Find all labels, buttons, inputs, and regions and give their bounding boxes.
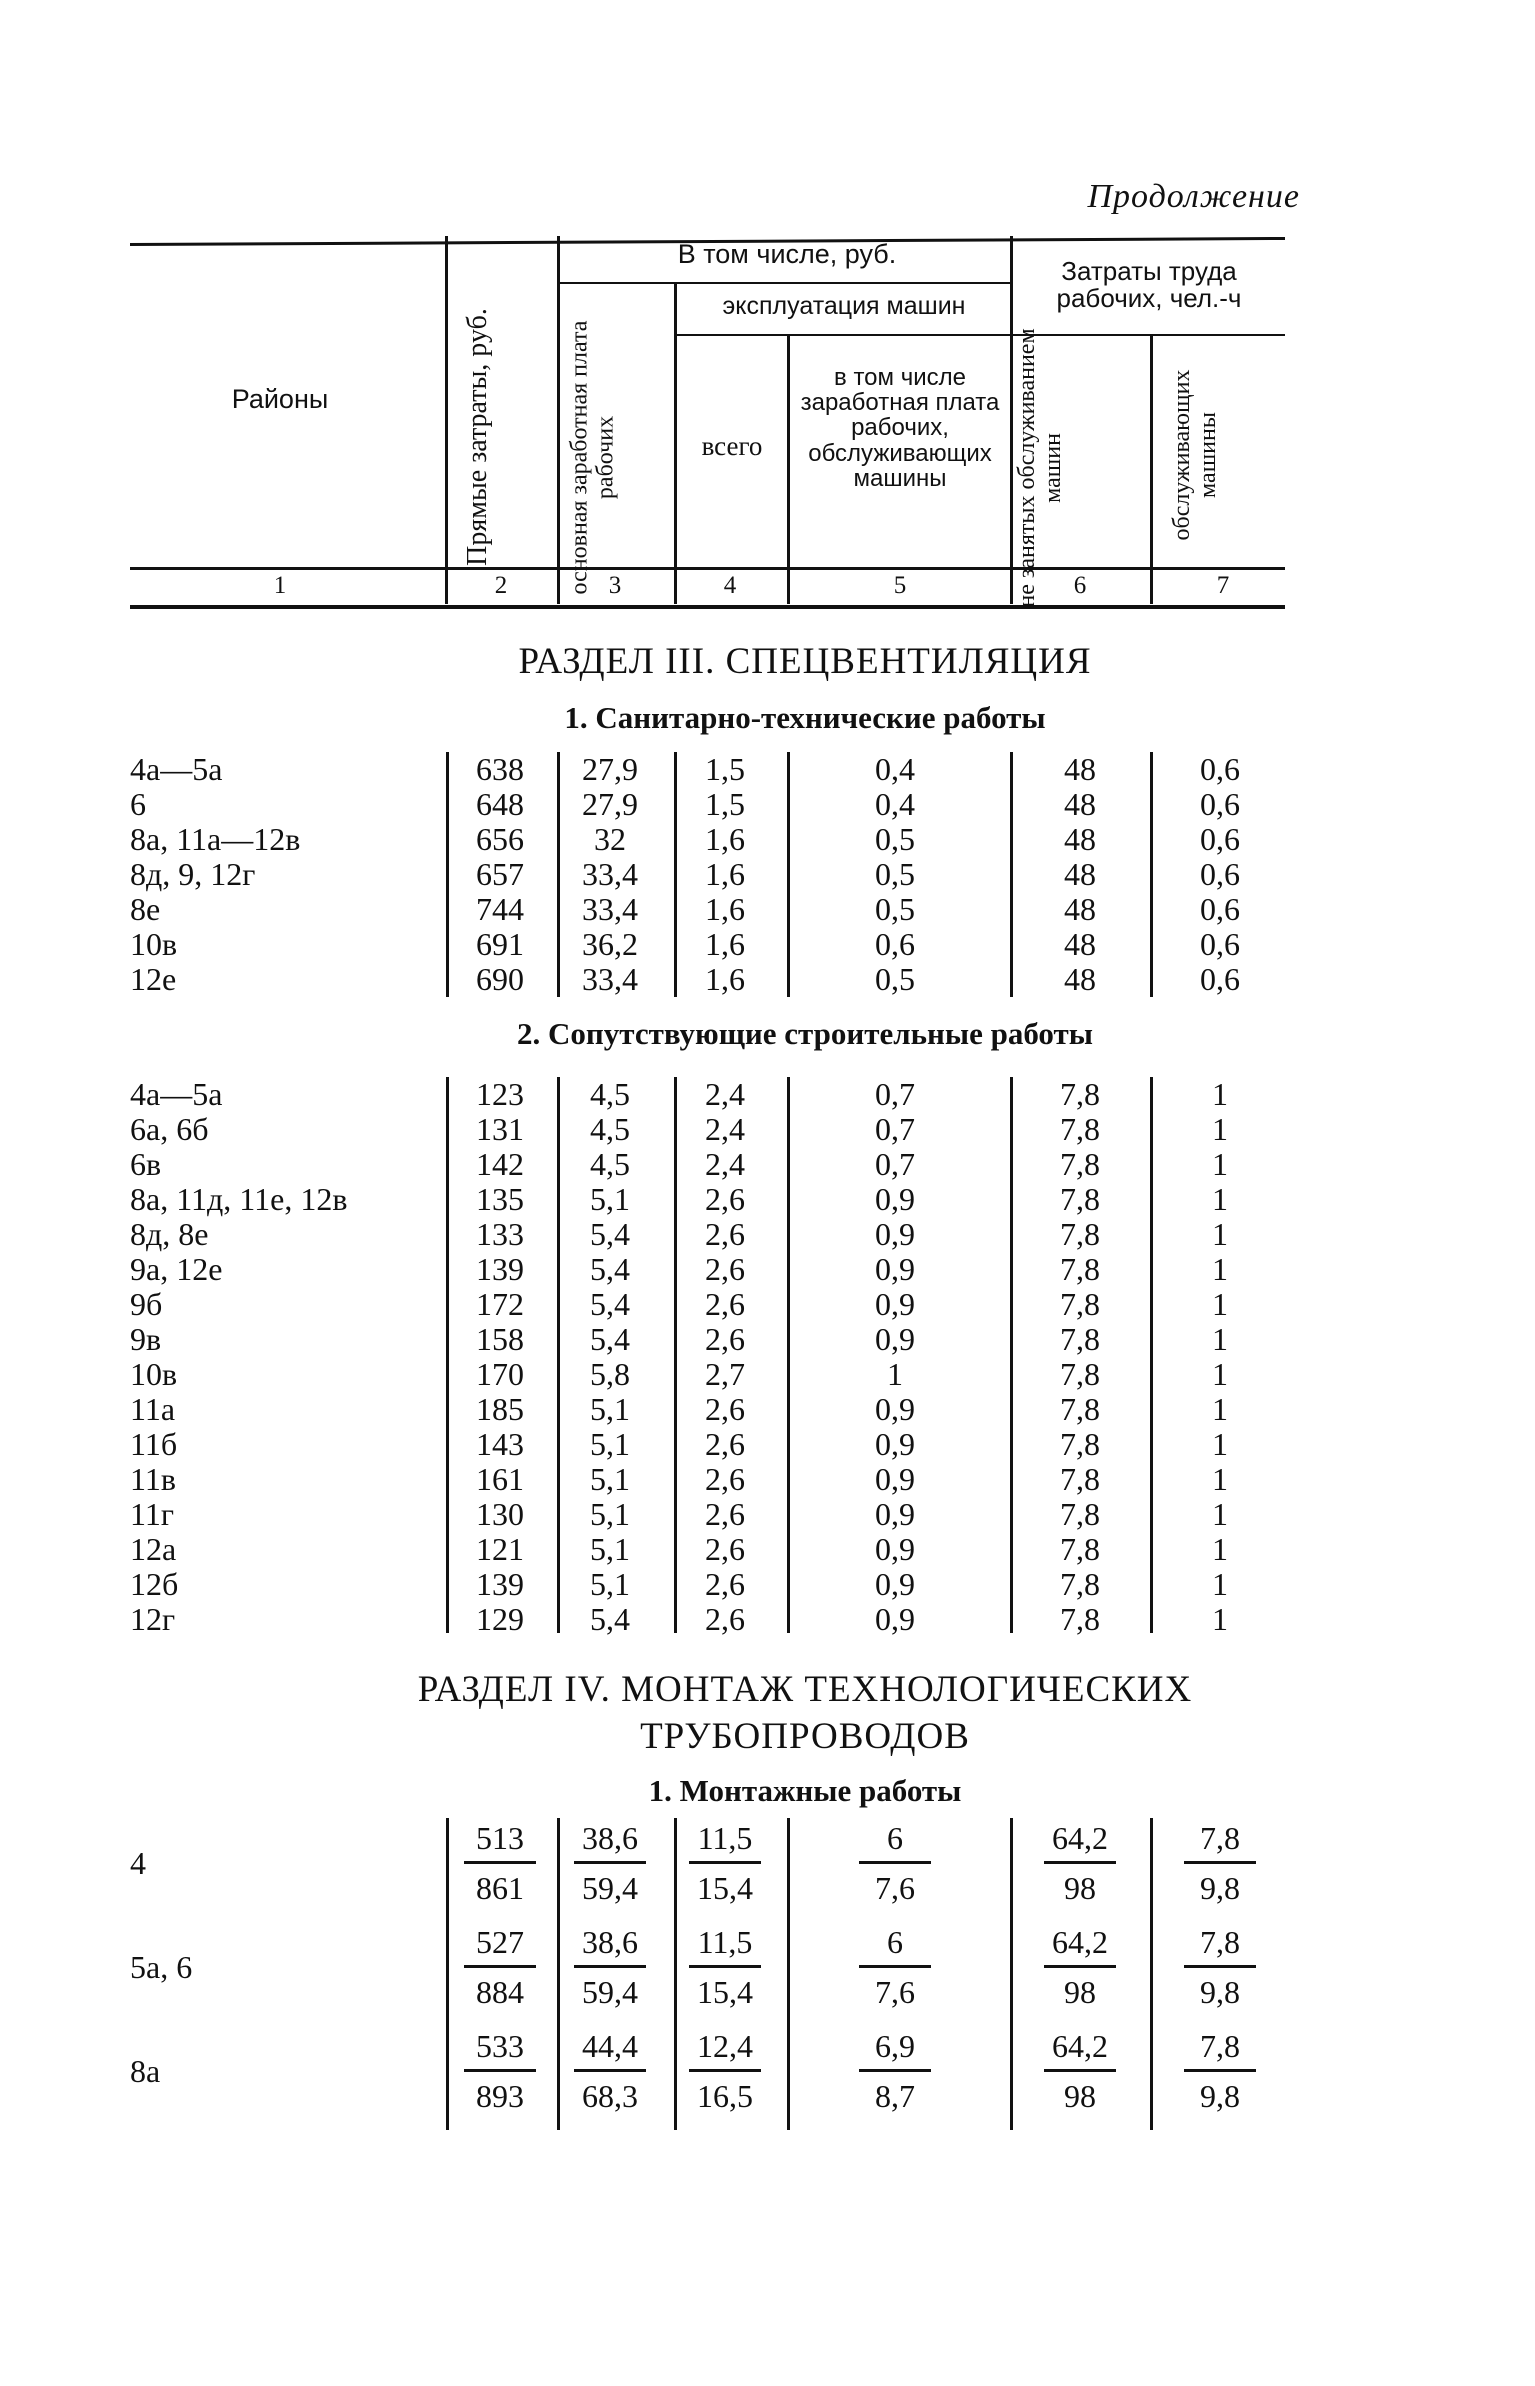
region-cell: 12а [130, 1531, 177, 1567]
direct-costs-cell: 744 [476, 891, 524, 927]
vline-2 [557, 236, 560, 604]
labor-not-machine-cell: 48 [1064, 821, 1096, 857]
machine-wage-cell: 0,5 [875, 891, 915, 927]
region-cell: 11г [130, 1496, 174, 1532]
labor-not-machine-fraction [1030, 2026, 1130, 2116]
base-wage-cell: 27,9 [582, 751, 638, 787]
machines-total-cell: 1,6 [705, 961, 745, 997]
region-cell: 8д, 9, 12г [130, 856, 256, 892]
labor-not-machine-cell: 7,8 [1060, 1251, 1100, 1287]
base-wage-cell: 27,9 [582, 786, 638, 822]
region-cell: 8а, 11а—12в [130, 821, 301, 857]
labor-machine-cell: 1 [1212, 1286, 1228, 1322]
region-cell: 8д, 8е [130, 1216, 209, 1252]
fraction-numerator: 6 [859, 1818, 931, 1864]
base-wage-fraction [560, 1818, 660, 1908]
direct-costs-cell: 161 [476, 1461, 524, 1497]
region-cell: 11а [130, 1391, 176, 1427]
machine-wage-cell: 0,9 [875, 1216, 915, 1252]
machine-wage-fraction [845, 2026, 945, 2116]
fraction-numerator: 38,6 [574, 1922, 646, 1968]
region-cell: 6а, 6б [130, 1111, 209, 1147]
labor-not-machine-cell: 7,8 [1060, 1601, 1100, 1637]
base-wage-cell: 5,1 [590, 1566, 630, 1602]
fraction-numerator: 7,8 [1184, 1818, 1256, 1864]
machine-wage-cell: 1 [887, 1356, 903, 1392]
machines-total-fraction [675, 2026, 775, 2116]
fraction-numerator: 533 [464, 2026, 536, 2072]
machines-total-cell: 2,6 [705, 1496, 745, 1532]
table-row [0, 1567, 1535, 1602]
s3s2-vline-1 [446, 1077, 449, 1633]
labor-not-machine-cell: 7,8 [1060, 1286, 1100, 1322]
base-wage-cell: 5,1 [590, 1391, 630, 1427]
region-cell: 9б [130, 1286, 163, 1322]
labor-machine-cell: 1 [1212, 1321, 1228, 1357]
direct-costs-cell: 143 [476, 1426, 524, 1462]
table-row [0, 1532, 1535, 1567]
fraction-denominator: 98 [1064, 1870, 1096, 1906]
labor-machine-fraction [1170, 1818, 1270, 1908]
continuation-label: Продолжение [1087, 178, 1300, 215]
fraction-denominator: 98 [1064, 1974, 1096, 2010]
table-row [0, 1077, 1535, 1112]
s3s2-vline-2 [557, 1077, 560, 1633]
direct-costs-cell: 648 [476, 786, 524, 822]
fraction-numerator: 7,8 [1184, 1922, 1256, 1968]
column-number-1: 1 [273, 572, 287, 599]
s3s1-vline-5 [1010, 752, 1013, 997]
direct-costs-cell: 656 [476, 821, 524, 857]
machines-total-cell: 2,4 [705, 1076, 745, 1112]
region-cell: 12г [130, 1601, 176, 1637]
labor-machine-cell: 1 [1212, 1356, 1228, 1392]
table-row [0, 787, 1535, 822]
region-cell: 4а—5а [130, 1076, 223, 1112]
s3s1-vline-6 [1150, 752, 1153, 997]
machine-wage-cell: 0,9 [875, 1601, 915, 1637]
base-wage-cell: 32 [594, 821, 626, 857]
direct-costs-cell: 691 [476, 926, 524, 962]
fraction-denominator: 884 [476, 1974, 524, 2010]
fraction-numerator: 38,6 [574, 1818, 646, 1864]
labor-machine-cell: 1 [1212, 1251, 1228, 1287]
machine-wage-cell: 0,9 [875, 1251, 915, 1287]
s4s1-vline-4 [787, 1818, 790, 2130]
column-number-4: 4 [723, 572, 737, 599]
machine-wage-cell: 0,6 [875, 926, 915, 962]
labor-machine-cell: 1 [1212, 1461, 1228, 1497]
machines-total-fraction [675, 1818, 775, 1908]
direct-costs-cell: 133 [476, 1216, 524, 1252]
fraction-numerator: 527 [464, 1922, 536, 1968]
labor-not-machine-cell: 7,8 [1060, 1391, 1100, 1427]
base-wage-cell: 33,4 [582, 961, 638, 997]
labor-not-machine-cell: 7,8 [1060, 1566, 1100, 1602]
labor-not-machine-cell: 7,8 [1060, 1076, 1100, 1112]
labor-not-machine-cell: 7,8 [1060, 1531, 1100, 1567]
direct-costs-cell: 139 [476, 1566, 524, 1602]
base-wage-cell: 5,4 [590, 1251, 630, 1287]
region-cell: 11в [130, 1461, 176, 1497]
direct-costs-fraction [450, 1922, 550, 2012]
fraction-denominator: 68,3 [582, 2078, 638, 2114]
labor-not-machine-cell: 48 [1064, 856, 1096, 892]
table-row [0, 1287, 1535, 1322]
direct-costs-cell: 158 [476, 1321, 524, 1357]
machines-total-cell: 2,6 [705, 1251, 745, 1287]
table-row [0, 927, 1535, 962]
machines-total-cell: 1,5 [705, 786, 745, 822]
region-cell: 9в [130, 1321, 162, 1357]
direct-costs-cell: 139 [476, 1251, 524, 1287]
fraction-denominator: 7,6 [875, 1870, 915, 1906]
table-row [0, 1462, 1535, 1497]
machine-wage-cell: 0,9 [875, 1461, 915, 1497]
header-base-wage: основная заработная плата рабочих [566, 320, 619, 595]
machine-wage-cell: 0,4 [875, 786, 915, 822]
labor-machine-cell: 0,6 [1200, 961, 1240, 997]
region-cell: 10в [130, 1356, 178, 1392]
labor-not-machine-cell: 7,8 [1060, 1356, 1100, 1392]
direct-costs-cell: 170 [476, 1356, 524, 1392]
base-wage-cell: 5,4 [590, 1321, 630, 1357]
s3s2-vline-4 [787, 1077, 790, 1633]
s3s1-vline-2 [557, 752, 560, 997]
machines-total-cell: 1,6 [705, 891, 745, 927]
machine-wage-cell: 0,9 [875, 1566, 915, 1602]
table-row [0, 1357, 1535, 1392]
fraction-numerator: 44,4 [574, 2026, 646, 2072]
labor-not-machine-cell: 7,8 [1060, 1426, 1100, 1462]
table-row [0, 1427, 1535, 1462]
vline-4 [787, 335, 790, 604]
labor-machine-cell: 1 [1212, 1111, 1228, 1147]
s4s1-vline-1 [446, 1818, 449, 2130]
fraction-numerator: 6 [859, 1922, 931, 1968]
fraction-denominator: 861 [476, 1870, 524, 1906]
section-3-title: РАЗДЕЛ III. СПЕЦВЕНТИЛЯЦИЯ [518, 641, 1092, 682]
fraction-denominator: 8,7 [875, 2078, 915, 2114]
fraction-denominator: 9,8 [1200, 2078, 1240, 2114]
s3s2-vline-6 [1150, 1077, 1153, 1633]
machines-total-cell: 2,6 [705, 1216, 745, 1252]
region-cell: 8а, 11д, 11е, 12в [130, 1181, 348, 1217]
s4s1-vline-5 [1010, 1818, 1013, 2130]
machine-wage-cell: 0,9 [875, 1391, 915, 1427]
fraction-denominator: 59,4 [582, 1974, 638, 2010]
direct-costs-fraction [450, 1818, 550, 1908]
labor-not-machine-fraction [1030, 1922, 1130, 2012]
base-wage-cell: 33,4 [582, 856, 638, 892]
s3s1-vline-1 [446, 752, 449, 997]
labor-machine-cell: 1 [1212, 1391, 1228, 1427]
column-number-5: 5 [893, 572, 907, 599]
machines-total-cell: 2,4 [705, 1146, 745, 1182]
base-wage-cell: 4,5 [590, 1146, 630, 1182]
region-cell: 8е [130, 891, 161, 927]
labor-not-machine-cell: 48 [1064, 786, 1096, 822]
machines-total-cell: 1,6 [705, 821, 745, 857]
direct-costs-cell: 142 [476, 1146, 524, 1182]
labor-machine-cell: 1 [1212, 1076, 1228, 1112]
direct-costs-cell: 172 [476, 1286, 524, 1322]
section-4-title-line-1: РАЗДЕЛ IV. МОНТАЖ ТЕХНОЛОГИЧЕСКИХ [417, 1669, 1193, 1710]
base-wage-cell: 36,2 [582, 926, 638, 962]
vline-6 [1150, 335, 1153, 604]
machines-total-cell: 2,6 [705, 1531, 745, 1567]
table-row [0, 962, 1535, 997]
fraction-denominator: 59,4 [582, 1870, 638, 1906]
machine-wage-cell: 0,9 [875, 1496, 915, 1532]
labor-machine-cell: 0,6 [1200, 926, 1240, 962]
table-row [0, 752, 1535, 787]
base-wage-cell: 5,1 [590, 1531, 630, 1567]
header-group-labor: Затраты труда рабочих, чел.-ч [1056, 256, 1242, 314]
machine-wage-cell: 0,7 [875, 1146, 915, 1182]
labor-machine-cell: 0,6 [1200, 891, 1240, 927]
region-cell: 4 [130, 1845, 146, 1881]
table-row [0, 1112, 1535, 1147]
base-wage-cell: 4,5 [590, 1111, 630, 1147]
fraction-numerator: 7,8 [1184, 2026, 1256, 2072]
machine-wage-cell: 0,9 [875, 1286, 915, 1322]
labor-machine-cell: 1 [1212, 1216, 1228, 1252]
s4s1-vline-3 [674, 1818, 677, 2130]
base-wage-cell: 5,4 [590, 1601, 630, 1637]
header-machine-wage: в том числе заработная плата рабочих, обслуживающих машины [800, 364, 1000, 492]
base-wage-cell: 5,1 [590, 1496, 630, 1532]
fraction-denominator: 7,6 [875, 1974, 915, 2010]
base-wage-cell: 4,5 [590, 1076, 630, 1112]
region-cell: 8а [130, 2053, 161, 2089]
machine-wage-cell: 0,4 [875, 751, 915, 787]
machines-total-cell: 2,7 [705, 1356, 745, 1392]
machines-total-cell: 2,6 [705, 1391, 745, 1427]
s3s1-vline-3 [674, 752, 677, 997]
machine-wage-fraction [845, 1818, 945, 1908]
region-cell: 11б [130, 1426, 178, 1462]
table-row [0, 857, 1535, 892]
labor-machine-cell: 0,6 [1200, 821, 1240, 857]
direct-costs-cell: 123 [476, 1076, 524, 1112]
base-wage-cell: 5,1 [590, 1181, 630, 1217]
header-total: всего [701, 431, 763, 461]
header-not-machine-labor: не занятых обслуживанием машин [1014, 328, 1066, 608]
base-wage-cell: 5,4 [590, 1286, 630, 1322]
labor-machine-fraction [1170, 1922, 1270, 2012]
base-wage-cell: 5,8 [590, 1356, 630, 1392]
direct-costs-cell: 185 [476, 1391, 524, 1427]
base-wage-cell: 5,1 [590, 1461, 630, 1497]
base-wage-cell: 33,4 [582, 891, 638, 927]
section-3-sub-2-title: 2. Сопутствующие строительные работы [517, 1016, 1093, 1051]
labor-not-machine-cell: 48 [1064, 891, 1096, 927]
direct-costs-cell: 121 [476, 1531, 524, 1567]
machine-wage-cell: 0,9 [875, 1531, 915, 1567]
fraction-denominator: 893 [476, 2078, 524, 2114]
fraction-numerator: 6,9 [859, 2026, 931, 2072]
s4s1-vline-2 [557, 1818, 560, 2130]
machine-wage-cell: 0,9 [875, 1321, 915, 1357]
machines-total-cell: 2,6 [705, 1321, 745, 1357]
labor-not-machine-cell: 48 [1064, 926, 1096, 962]
machine-wage-cell: 0,5 [875, 856, 915, 892]
group-machines-rule [674, 334, 1010, 336]
header-regions: Районы [231, 384, 329, 414]
header-group-machines: эксплуатация машин [722, 292, 966, 320]
column-number-3: 3 [608, 572, 622, 599]
machine-wage-fraction [845, 1922, 945, 2012]
base-wage-cell: 5,1 [590, 1426, 630, 1462]
machines-total-cell: 2,6 [705, 1286, 745, 1322]
machine-wage-cell: 0,7 [875, 1076, 915, 1112]
direct-costs-cell: 690 [476, 961, 524, 997]
labor-not-machine-cell: 48 [1064, 961, 1096, 997]
fraction-denominator: 9,8 [1200, 1974, 1240, 2010]
s4s1-vline-6 [1150, 1818, 1153, 2130]
table-row [0, 1392, 1535, 1427]
section-3-sub-1-title: 1. Санитарно-технические работы [564, 700, 1046, 735]
labor-not-machine-cell: 48 [1064, 751, 1096, 787]
region-cell: 12б [130, 1566, 179, 1602]
labor-machine-cell: 1 [1212, 1181, 1228, 1217]
machine-wage-cell: 0,5 [875, 821, 915, 857]
machines-total-cell: 1,5 [705, 751, 745, 787]
region-cell: 10в [130, 926, 178, 962]
direct-costs-cell: 657 [476, 856, 524, 892]
fraction-denominator: 16,5 [697, 2078, 753, 2114]
fraction-numerator: 64,2 [1044, 2026, 1116, 2072]
column-number-6: 6 [1073, 572, 1087, 599]
fraction-numerator: 513 [464, 1818, 536, 1864]
labor-not-machine-fraction [1030, 1818, 1130, 1908]
labor-machine-cell: 1 [1212, 1426, 1228, 1462]
machines-total-cell: 2,6 [705, 1181, 745, 1217]
base-wage-fraction [560, 1922, 660, 2012]
machines-total-cell: 2,6 [705, 1426, 745, 1462]
machines-total-cell: 1,6 [705, 856, 745, 892]
labor-machine-cell: 0,6 [1200, 751, 1240, 787]
region-cell: 5а, 6 [130, 1949, 193, 1985]
header-direct-costs: Прямые затраты, руб. [462, 308, 493, 566]
region-cell: 9а, 12е [130, 1251, 223, 1287]
labor-not-machine-cell: 7,8 [1060, 1146, 1100, 1182]
header-group-incl: В том числе, руб. [677, 239, 897, 269]
region-cell: 6 [130, 786, 146, 822]
labor-machine-cell: 0,6 [1200, 786, 1240, 822]
table-row [0, 1182, 1535, 1217]
region-cell: 6в [130, 1146, 162, 1182]
fraction-denominator: 9,8 [1200, 1870, 1240, 1906]
machines-total-cell: 2,4 [705, 1111, 745, 1147]
section-4-title-line-2: ТРУБОПРОВОДОВ [640, 1716, 970, 1757]
fraction-denominator: 98 [1064, 2078, 1096, 2114]
vline-1 [445, 236, 448, 604]
machine-wage-cell: 0,9 [875, 1181, 915, 1217]
table-row [0, 1252, 1535, 1287]
column-number-2: 2 [494, 572, 508, 599]
direct-costs-cell: 129 [476, 1601, 524, 1637]
table-row [0, 1497, 1535, 1532]
fraction-numerator: 64,2 [1044, 1818, 1116, 1864]
machine-wage-cell: 0,7 [875, 1111, 915, 1147]
labor-not-machine-cell: 7,8 [1060, 1216, 1100, 1252]
labor-not-machine-cell: 7,8 [1060, 1111, 1100, 1147]
machine-wage-cell: 0,5 [875, 961, 915, 997]
group-incl-rule [557, 282, 1010, 284]
fraction-denominator: 15,4 [697, 1974, 753, 2010]
fraction-numerator: 11,5 [689, 1818, 761, 1864]
direct-costs-cell: 130 [476, 1496, 524, 1532]
labor-machine-cell: 1 [1212, 1601, 1228, 1637]
labor-machine-cell: 1 [1212, 1496, 1228, 1532]
column-number-7: 7 [1216, 572, 1230, 599]
fraction-numerator: 11,5 [689, 1922, 761, 1968]
direct-costs-cell: 638 [476, 751, 524, 787]
vline-5 [1010, 236, 1013, 604]
section-4-sub-1-title: 1. Монтажные работы [648, 1773, 962, 1808]
machines-total-cell: 1,6 [705, 926, 745, 962]
fraction-denominator: 15,4 [697, 1870, 753, 1906]
labor-machine-cell: 1 [1212, 1146, 1228, 1182]
s3s1-vline-4 [787, 752, 790, 997]
fraction-numerator: 12,4 [689, 2026, 761, 2072]
machines-total-fraction [675, 1922, 775, 2012]
labor-not-machine-cell: 7,8 [1060, 1181, 1100, 1217]
header-machine-labor: обслуживающих машины [1169, 369, 1221, 541]
direct-costs-fraction [450, 2026, 550, 2116]
machines-total-cell: 2,6 [705, 1566, 745, 1602]
labor-machine-fraction [1170, 2026, 1270, 2116]
labor-not-machine-cell: 7,8 [1060, 1461, 1100, 1497]
base-wage-cell: 5,4 [590, 1216, 630, 1252]
table-row [0, 822, 1535, 857]
table-row [0, 892, 1535, 927]
region-cell: 4а—5а [130, 751, 223, 787]
direct-costs-cell: 131 [476, 1111, 524, 1147]
s3s2-vline-3 [674, 1077, 677, 1633]
table-row [0, 1322, 1535, 1357]
fraction-numerator: 64,2 [1044, 1922, 1116, 1968]
machines-total-cell: 2,6 [705, 1601, 745, 1637]
table-row [0, 1602, 1535, 1637]
labor-not-machine-cell: 7,8 [1060, 1496, 1100, 1532]
labor-not-machine-cell: 7,8 [1060, 1321, 1100, 1357]
s3s2-vline-5 [1010, 1077, 1013, 1633]
region-cell: 12е [130, 961, 177, 997]
machine-wage-cell: 0,9 [875, 1426, 915, 1462]
table-row [0, 1217, 1535, 1252]
machines-total-cell: 2,6 [705, 1461, 745, 1497]
base-wage-fraction [560, 2026, 660, 2116]
labor-machine-cell: 1 [1212, 1531, 1228, 1567]
labor-machine-cell: 0,6 [1200, 856, 1240, 892]
direct-costs-cell: 135 [476, 1181, 524, 1217]
table-row [0, 1147, 1535, 1182]
labor-machine-cell: 1 [1212, 1566, 1228, 1602]
